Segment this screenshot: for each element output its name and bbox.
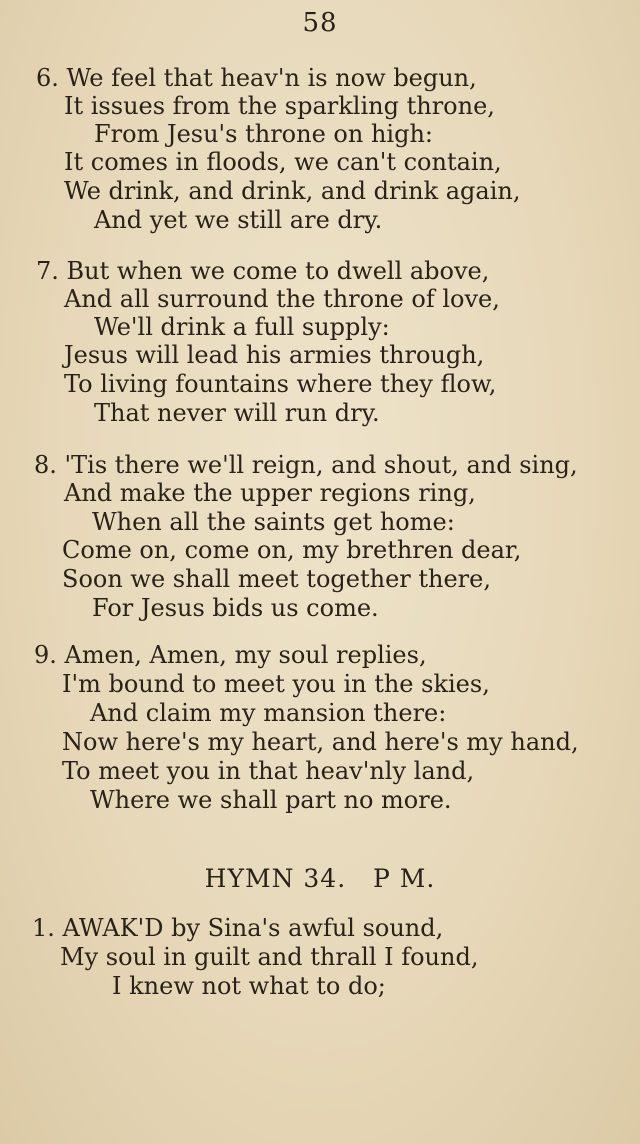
stanza-number: 1. xyxy=(32,914,55,942)
stanza-line: 1. AWAK'D by Sina's awful sound, xyxy=(32,914,444,942)
stanza-line: When all the saints get home: xyxy=(92,508,455,536)
stanza-line: It issues from the sparkling throne, xyxy=(64,92,495,120)
stanza-line: And yet we still are dry. xyxy=(94,206,383,234)
stanza-number: 8. xyxy=(34,451,57,479)
stanza-line: I'm bound to meet you in the skies, xyxy=(62,670,490,698)
stanza-line: 9. Amen, Amen, my soul replies, xyxy=(34,641,427,669)
stanza-number: 9. xyxy=(34,641,57,669)
stanza-line: Where we shall part no more. xyxy=(90,786,452,814)
stanza-line: To living fountains where they flow, xyxy=(64,370,497,398)
stanza-line: Come on, come on, my brethren dear, xyxy=(62,536,522,564)
stanza-line: To meet you in that heav'nly land, xyxy=(62,757,475,785)
stanza-line: 7. But when we come to dwell above, xyxy=(36,257,490,285)
stanza-number: 7. xyxy=(36,257,59,285)
stanza-line: My soul in guilt and thrall I found, xyxy=(60,943,479,971)
stanza-line: It comes in floods, we can't contain, xyxy=(64,148,502,176)
stanza-line: We'll drink a full supply: xyxy=(94,313,390,341)
stanza-line: That never will run dry. xyxy=(94,399,380,427)
stanza-line: Now here's my heart, and here's my hand, xyxy=(62,728,579,756)
stanza-line: I knew not what to do; xyxy=(112,972,386,1000)
stanza-line: And all surround the throne of love, xyxy=(64,285,500,313)
stanza-number: 6. xyxy=(36,64,59,92)
page-number: 58 xyxy=(302,8,338,38)
stanza-line: From Jesu's throne on high: xyxy=(94,120,433,148)
stanza-line: And make the upper regions ring, xyxy=(64,479,476,507)
stanza-line: For Jesus bids us come. xyxy=(92,594,379,622)
stanza-line: And claim my mansion there: xyxy=(90,699,447,727)
stanza-line: We drink, and drink, and drink again, xyxy=(64,177,521,205)
hymn-title: HYMN 34. P M. xyxy=(204,864,436,893)
stanza-line: Jesus will lead his armies through, xyxy=(64,341,485,369)
stanza-line: Soon we shall meet together there, xyxy=(62,565,491,593)
stanza-line: 8. 'Tis there we'll reign, and shout, and sing, xyxy=(34,451,578,479)
stanza-line: 6. We feel that heav'n is now begun, xyxy=(36,64,477,92)
